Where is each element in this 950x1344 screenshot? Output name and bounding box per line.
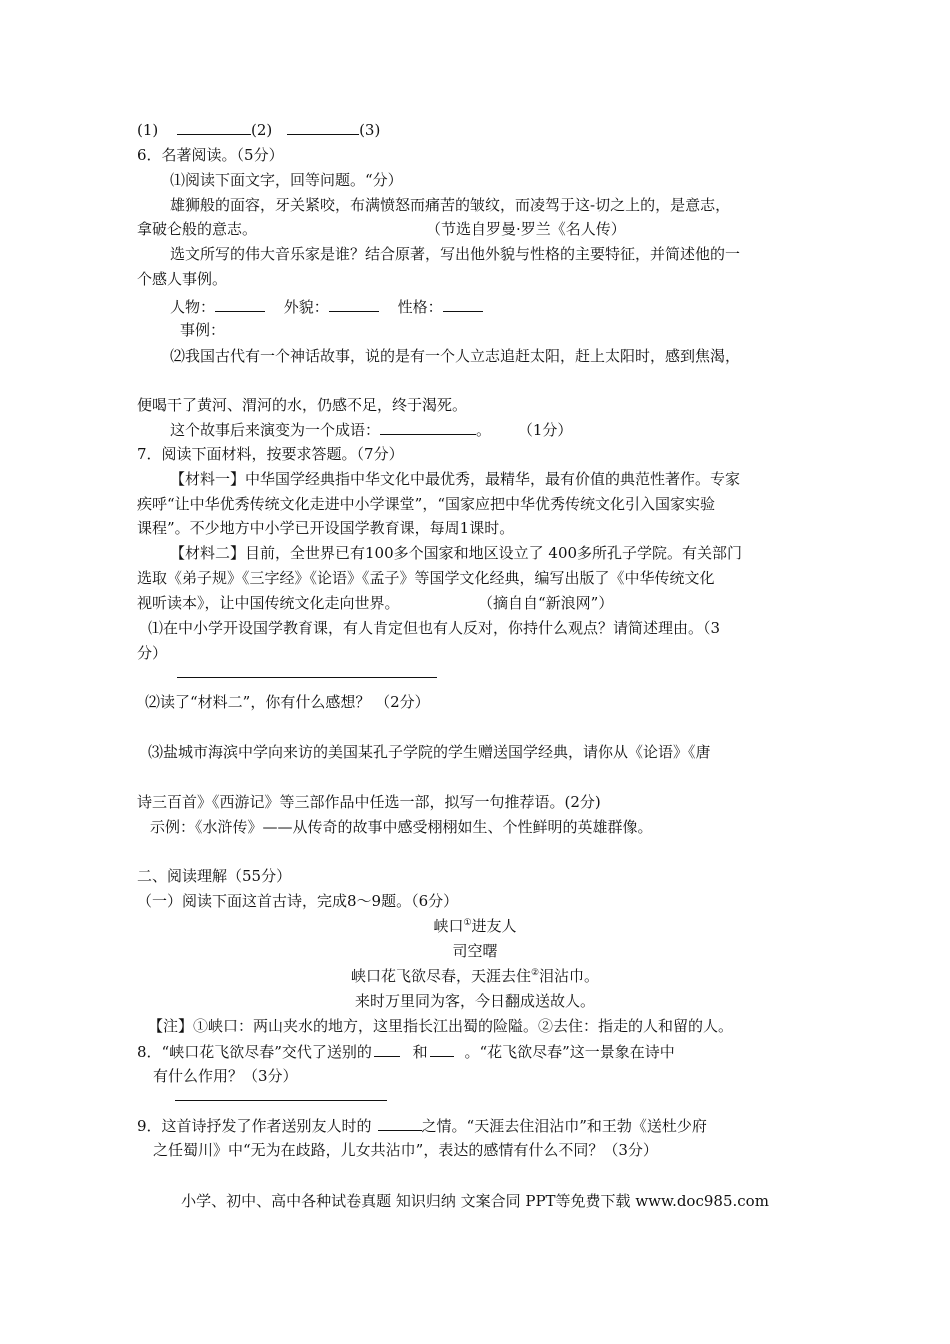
q7-sub1-line1: ⑴在中小学开设国学教育课，有人肯定但也有人反对，你持什么观点？请简述理由。（3 <box>148 619 721 637</box>
q6-quote-source: （节选自罗曼·罗兰《名人传） <box>426 220 626 238</box>
poem-line1 <box>0 966 950 986</box>
poem-note-mark-2: ② <box>530 968 540 978</box>
q6-sub2-line1: ⑵我国古代有一个神话故事，说的是有一个人立志追赶太阳，赶上太阳时，感到焦渴， <box>170 347 741 365</box>
q6-sub2-q-text: 这个故事后来演变为一个成语： <box>170 421 381 439</box>
field-character-blank[interactable] <box>443 296 483 312</box>
q6-fields-line <box>170 296 483 317</box>
q6-sub2-question <box>170 419 572 440</box>
blank-label-2: (2) <box>251 121 273 139</box>
q7-sub2: ⑵读了“材料二”，你有什么感想？ （2分） <box>145 693 430 711</box>
page-footer: 小学、初中、高中各种试卷真题 知识归纳 文案合同 PPT等免费下载 www.doc985.com <box>181 1192 769 1210</box>
q8-line1 <box>137 1041 675 1062</box>
q8-line1-c: 。“花飞欲尽春”这一景象在诗中 <box>464 1043 675 1061</box>
poem-author: 司空曙 <box>452 942 498 960</box>
q9-blank[interactable] <box>378 1115 422 1131</box>
q7-example: 示例：《水浒传》——从传奇的故事中感受栩栩如生、个性鲜明的英雄群像。 <box>150 818 653 836</box>
q7-material2-source: （摘自自“新浪网”） <box>478 594 614 612</box>
blank-label-3: (3) <box>359 121 381 139</box>
section2-part1: （一）阅读下面这首古诗，完成8～9题。（6分） <box>137 892 459 910</box>
q7-material1-line2: 疾呼“让中华优秀传统文化走进中小学课堂”，“国家应把中华优秀传统文化引入国家实验 <box>137 495 716 513</box>
q9-line1-a: 9．这首诗抒发了作者送别友人时的 <box>137 1117 372 1135</box>
q6-field-example: 事例： <box>180 321 226 339</box>
q8-blank-1[interactable] <box>374 1041 400 1057</box>
field-look-label: 外貌： <box>283 298 329 316</box>
field-person-blank[interactable] <box>215 296 265 312</box>
poem-line1-a: 峡口花飞欲尽春，天涯去住 <box>350 967 531 985</box>
q8-answer-line[interactable] <box>175 1100 387 1101</box>
q8-line2: 有什么作用？（3分） <box>153 1067 298 1085</box>
answer-blank-1[interactable] <box>177 119 251 135</box>
q6-sub2-line2: 便喝干了黄河、渭河的水，仍感不足，终于渴死。 <box>137 396 468 414</box>
q6-sub2-end: 。 <box>476 421 492 439</box>
q8-blank-2[interactable] <box>430 1041 454 1057</box>
q7-title: 7．阅读下面材料，按要求答题。（7分） <box>137 445 404 463</box>
q7-material1-line3: 课程”。不少地方中小学已开设国学教育课，每周1课时。 <box>137 519 515 537</box>
poem-title <box>0 916 950 936</box>
blank-label-1: (1) <box>137 121 159 139</box>
q9-line1 <box>137 1115 707 1136</box>
poem-line2: 来时万里同为客，今日翻成送故人。 <box>354 992 595 1010</box>
q7-material2-line1: 【材料二】目前，全世界已有100多个国家和地区设立了 400多所孔子学院。有关部门 <box>170 544 743 562</box>
q7-material2-line3: 视听读本》，让中国传统文化走向世界。 <box>137 594 400 612</box>
q7-sub3-line1: ⑶盐城市海滨中学向来访的美国某孔子学院的学生赠送国学经典，请你从《论语》《唐 <box>148 743 711 761</box>
field-character-label: 性格： <box>397 298 443 316</box>
q6-question-line2: 个感人事例。 <box>137 270 228 288</box>
field-person-label: 人物： <box>170 298 216 316</box>
poem-line1-b: 泪沾巾。 <box>539 967 600 985</box>
q7-sub1-line2: 分） <box>137 644 168 662</box>
q6-title: 6．名著阅读。（5分） <box>137 146 284 164</box>
poem-note-mark-1: ① <box>463 918 472 928</box>
q8-line1-b: 和 <box>412 1043 428 1061</box>
q8-line1-a: 8．“峡口花飞欲尽春”交代了送别的 <box>137 1043 372 1061</box>
section2-title: 二、阅读理解（55分） <box>137 867 292 885</box>
q5-blanks-line <box>137 119 380 140</box>
idiom-answer-blank[interactable] <box>380 419 476 435</box>
q6-quote-line1: 雄狮般的面容，牙关紧咬，布满愤怒而痛苦的皱纹，而凌驾于这-切之上的，是意志， <box>170 196 731 214</box>
answer-blank-2[interactable] <box>287 119 359 135</box>
poem-title-a: 峡口 <box>433 917 464 935</box>
q7-sub1-answer-line[interactable] <box>177 677 437 678</box>
poem-title-b: 进友人 <box>471 917 517 935</box>
q6-question-line1: 选文所写的伟大音乐家是谁？结合原著，写出他外貌与性格的主要特征，并简述他的一 <box>170 245 741 263</box>
q6-sub2-score: （1分） <box>517 421 573 439</box>
poem-notes: 【注】①峡口：两山夹水的地方，这里指长江出蜀的险隘。②去住：指走的人和留的人。 <box>148 1017 734 1035</box>
q7-material1-line1: 【材料一】中华国学经典指中华文化中最优秀，最精华，最有价值的典范性著作。专家 <box>170 470 741 488</box>
field-look-blank[interactable] <box>329 296 379 312</box>
q7-sub3-line2: 诗三百首》《西游记》等三部作品中任选一部，拟写一句推荐语。(2分) <box>137 793 601 811</box>
q6-sub1-prompt: ⑴阅读下面文字，回等问题。“分） <box>170 171 403 189</box>
q7-material2-line2: 选取《弟子规》《三字经》《论语》《孟子》等国学文化经典，编写出版了《中华传统文化 <box>137 569 715 587</box>
q9-line2: 之任蜀川》中“无为在歧路，儿女共沾巾”，表达的感情有什么不同？（3分） <box>153 1141 658 1159</box>
q9-line1-b: 之情。“天涯去住泪沾巾”和王勃《送杜少府 <box>421 1117 707 1135</box>
q6-quote-line2: 拿破仑般的意志。 <box>137 220 258 238</box>
